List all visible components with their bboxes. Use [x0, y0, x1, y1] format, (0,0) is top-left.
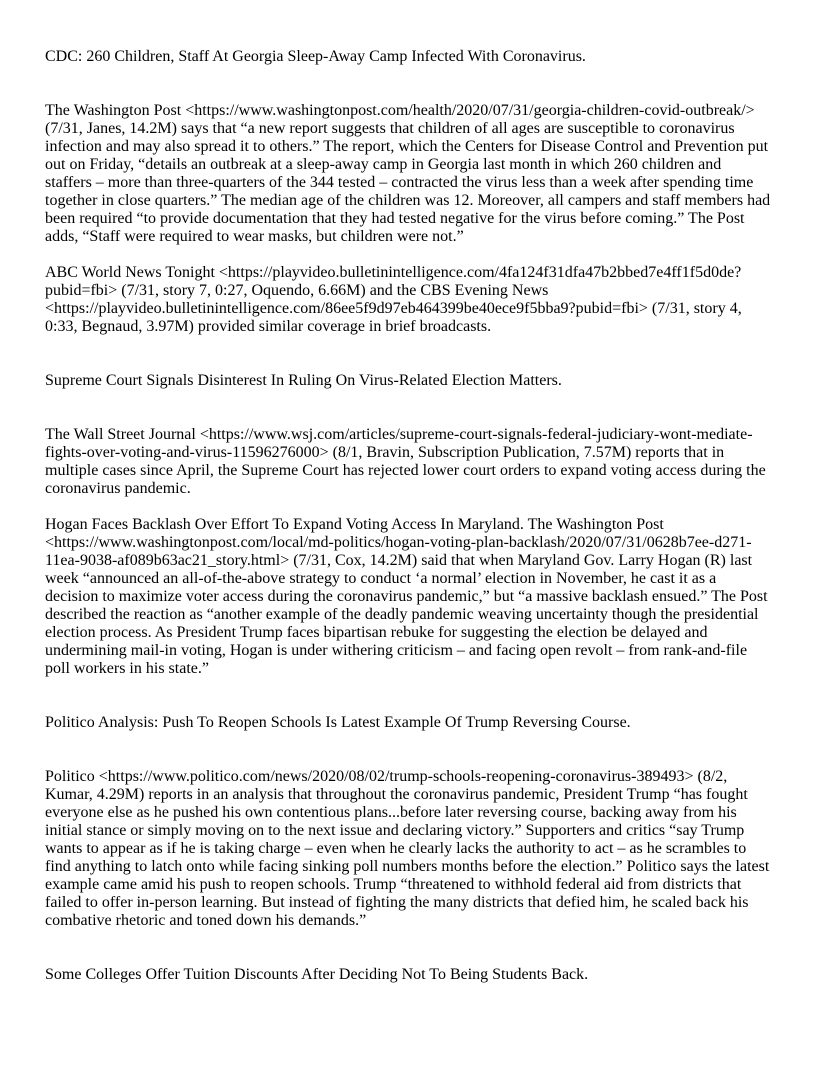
- paragraph-hogan-backlash: Hogan Faces Backlash Over Effort To Expand Voting Access In Maryland. The Washington Post <https://www.washingtonpost.com/local/md-politics/hogan-voting-plan-backlash/2020/07/31/0628b7ee-d271-11ea-9038-af089b63ac21_story.html> (7/31, Cox, 14.2M) said that when Maryland Gov. Larry Hogan (R) last week “announced an all-of-the-above strategy to conduct ‘a normal’ election in November, he cast it as a decision to maximize voter access during the coronavirus pandemic,” but “a massive backlash ensued.” The Post described the reaction as “another example of the deadly pandemic weaving uncertainty though the presidential election process. As President Trump faces bipartisan rebuke for suggesting the election be delayed and undermining mail-in voting, Hogan is under withering criticism – and facing open revolt – from rank-and-file poll workers in his state.”: [45, 516, 768, 677]
- news-briefing-document: [45, 48, 771, 984]
- paragraph-politico-trump-schools: Politico <https://www.politico.com/news/2020/08/02/trump-schools-reopening-coronavirus-389493> (8/2, Kumar, 4.29M) reports in an analysis that throughout the coronavirus pandemic, President Trump “has fought everyone else as he pushed his own contentious plans...before later reversing course, backing away from his initial stance or simply moving on to the next issue and declaring victory.” Supporters and critics “say Trump wants to appear as if he is taking charge – even when he clearly lacks the authority to act – as he scrambles to find anything to latch onto while facing sinking poll numbers months before the election.” Politico says the latest example came amid his push to reopen schools. Trump “threatened to withhold federal aid from districts that failed to offer in-person learning. But instead of fighting the many districts that defied him, he scaled back his combative rhetoric and toned down his demands.”: [45, 768, 770, 929]
- headline-supreme-court-election: Supreme Court Signals Disinterest In Ruling On Virus-Related Election Matters.: [45, 372, 562, 389]
- paragraph-wsj-supreme-court: The Wall Street Journal <https://www.wsj.com/articles/supreme-court-signals-federal-judiciary-wont-mediate-fights-over-voting-and-virus-11596276000> (8/1, Bravin, Subscription Publication, 7.57M) reports that in multiple cases since April, the Supreme Court has rejected lower court orders to expand voting access during the coronavirus pandemic.: [45, 426, 766, 497]
- paragraph-washington-post-camp-report: The Washington Post <https://www.washingtonpost.com/health/2020/07/31/georgia-children-covid-outbreak/> (7/31, Janes, 14.2M) says that “a new report suggests that children of all ages are susceptible to coronavirus infection and may also spread it to others.” The report, which the Centers for Disease Control and Prevention put out on Friday, “details an outbreak at a sleep-away camp in Georgia last month in which 260 children and staffers – more than three-quarters of the 344 tested – contracted the virus less than a week after spending time together in close quarters.” The median age of the children was 12. Moreover, all campers and staff members had been required “to provide documentation that they had tested negative for the virus before coming.” The Post adds, “Staff were required to wear masks, but children were not.”: [45, 102, 771, 245]
- headline-cdc-georgia-camp: CDC: 260 Children, Staff At Georgia Sleep-Away Camp Infected With Coronavirus.: [45, 48, 586, 65]
- paragraph-abc-cbs-coverage: ABC World News Tonight <https://playvideo.bulletinintelligence.com/4fa124f31dfa47b2bbed7e4ff1f5d0de?pubid=fbi> (7/31, story 7, 0:27, Oquendo, 6.66M) and the CBS Evening News <https://playvideo.bulletinintelligence.com/86ee5f9d97eb464399be40ece9f5bba9?pubid=fbi> (7/31, story 4, 0:33, Begnaud, 3.97M) provided similar coverage in brief broadcasts.: [45, 264, 742, 335]
- headline-politico-analysis: Politico Analysis: Push To Reopen Schools Is Latest Example Of Trump Reversing Course.: [45, 714, 631, 731]
- headline-colleges-tuition-discounts: Some Colleges Offer Tuition Discounts After Deciding Not To Being Students Back.: [45, 966, 589, 983]
